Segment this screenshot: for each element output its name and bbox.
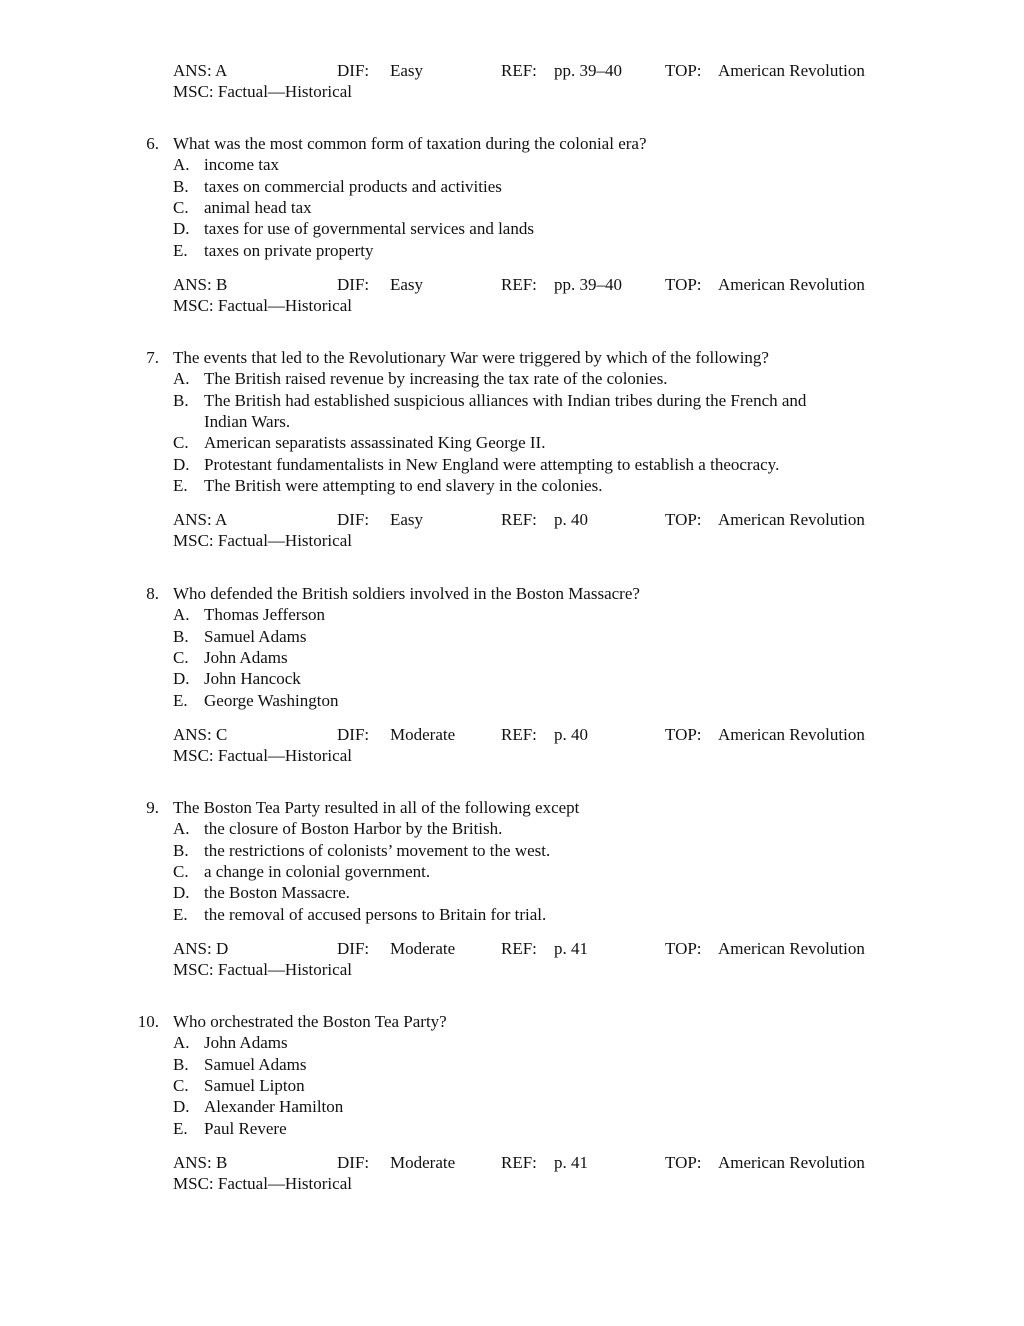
option-letter: A. (173, 605, 190, 625)
question-stem: What was the most common form of taxation during the colonial era? (173, 134, 647, 153)
option-text: The British were attempting to end slavery in the colonies. (204, 475, 603, 495)
difficulty-label: DIF: (337, 510, 370, 530)
topic-label: TOP: (665, 510, 702, 530)
option-letter: D. (173, 669, 190, 689)
topic-value: American Revolution (718, 1152, 865, 1172)
option-text: Paul Revere (204, 1118, 287, 1138)
difficulty-value: Easy (390, 510, 424, 530)
option-text: Alexander Hamilton (204, 1097, 344, 1117)
reference-value: p. 40 (554, 724, 588, 744)
option-text: taxes on private property (204, 240, 374, 260)
option-letter: D. (173, 883, 190, 903)
option-letter: E. (173, 240, 188, 260)
option-letter: A. (173, 369, 190, 389)
reference-value: p. 41 (554, 1152, 588, 1172)
question-stem: The Boston Tea Party resulted in all of the following except (173, 798, 580, 817)
option-text: John Adams (204, 647, 288, 667)
answer-key: ANS: A (173, 61, 228, 80)
option-letter: A. (173, 155, 190, 175)
option-letter: E. (173, 904, 188, 924)
reference-value: p. 40 (554, 510, 588, 530)
topic-label: TOP: (665, 724, 702, 744)
option-letter: D. (173, 454, 190, 474)
option-letter: B. (173, 840, 189, 860)
misc-classification: MSC: Factual—Historical (173, 296, 352, 316)
topic-label: TOP: (665, 274, 702, 294)
misc-classification: MSC: Factual—Historical (173, 531, 352, 551)
option-letter: C. (173, 433, 189, 453)
option-text: the Boston Massacre. (204, 883, 350, 903)
option-text: taxes for use of governmental services and lands (204, 219, 534, 239)
difficulty-label: DIF: (337, 1152, 370, 1172)
question-stem: Who orchestrated the Boston Tea Party? (173, 1012, 447, 1031)
option-letter: A. (173, 1033, 190, 1053)
difficulty-label: DIF: (337, 274, 370, 294)
reference-label: REF: (501, 938, 537, 958)
topic-label: TOP: (665, 938, 702, 958)
answer-key: ANS: C (173, 724, 228, 744)
option-letter: B. (173, 176, 189, 196)
topic-value: American Revolution (718, 274, 865, 294)
answer-key: ANS: B (173, 274, 228, 294)
reference-label: REF: (501, 61, 537, 80)
option-letter: E. (173, 690, 188, 710)
reference-value: p. 41 (554, 938, 588, 958)
option-letter: C. (173, 861, 189, 881)
difficulty-value: Moderate (390, 724, 456, 744)
option-letter: C. (173, 197, 189, 217)
reference-label: REF: (501, 724, 537, 744)
option-letter: C. (173, 647, 189, 667)
misc-classification: MSC: Factual—Historical (173, 746, 352, 766)
reference-label: REF: (501, 274, 537, 294)
difficulty-value: Easy (390, 61, 424, 80)
option-letter: D. (173, 1097, 190, 1117)
option-text: John Adams (204, 1033, 288, 1053)
option-text: Samuel Adams (204, 626, 307, 646)
option-text: animal head tax (204, 197, 312, 217)
topic-value: American Revolution (718, 938, 865, 958)
question-number: 7. (146, 348, 159, 367)
question-stem: The events that led to the Revolutionary War were triggered by which of the following? (173, 348, 769, 367)
answer-key: ANS: A (173, 510, 228, 530)
option-text: Thomas Jefferson (204, 605, 326, 625)
option-text: the restrictions of colonists’ movement to the west. (204, 840, 551, 860)
option-text: The British raised revenue by increasing the tax rate of the colonies. (204, 369, 668, 389)
question-number: 6. (146, 134, 159, 153)
option-text: The British had established suspicious alliances with Indian tribes during the French and (204, 390, 807, 410)
difficulty-label: DIF: (337, 61, 370, 80)
option-text: taxes on commercial products and activities (204, 176, 502, 196)
option-letter: B. (173, 1054, 189, 1074)
option-letter: C. (173, 1075, 189, 1095)
misc-classification: MSC: Factual—Historical (173, 1174, 352, 1194)
answer-key: ANS: D (173, 938, 229, 958)
option-text: the removal of accused persons to Britain for trial. (204, 904, 547, 924)
option-text: George Washington (204, 690, 339, 710)
option-text: Samuel Adams (204, 1054, 307, 1074)
question-number: 10. (137, 1012, 159, 1031)
difficulty-value: Moderate (390, 938, 456, 958)
question-number: 8. (146, 584, 159, 603)
topic-value: American Revolution (718, 724, 865, 744)
reference-value: pp. 39–40 (554, 61, 622, 80)
option-text: American separatists assassinated King George II. (204, 433, 546, 453)
option-text: John Hancock (204, 669, 301, 689)
option-letter: B. (173, 626, 189, 646)
topic-value: American Revolution (718, 61, 865, 80)
question-stem: Who defended the British soldiers involved in the Boston Massacre? (173, 584, 640, 603)
option-text: Protestant fundamentalists in New England were attempting to establish a theocracy. (204, 454, 780, 474)
option-letter: E. (173, 1118, 188, 1138)
question-number: 9. (146, 798, 159, 817)
reference-label: REF: (501, 1152, 537, 1172)
difficulty-label: DIF: (337, 938, 370, 958)
option-letter: E. (173, 475, 188, 495)
option-letter: B. (173, 390, 189, 410)
reference-label: REF: (501, 510, 537, 530)
option-text: the closure of Boston Harbor by the British. (204, 819, 503, 839)
option-letter: D. (173, 219, 190, 239)
reference-value: pp. 39–40 (554, 274, 622, 294)
option-text: income tax (204, 155, 280, 175)
difficulty-value: Easy (390, 274, 424, 294)
topic-label: TOP: (665, 1152, 702, 1172)
topic-label: TOP: (665, 61, 702, 80)
option-text-continuation: Indian Wars. (204, 411, 291, 431)
difficulty-value: Moderate (390, 1152, 456, 1172)
option-text: Samuel Lipton (204, 1075, 305, 1095)
topic-value: American Revolution (718, 510, 865, 530)
option-letter: A. (173, 819, 190, 839)
misc-classification: MSC: Factual—Historical (173, 960, 352, 980)
misc-classification: MSC: Factual—Historical (173, 82, 352, 102)
option-text: a change in colonial government. (204, 861, 431, 881)
difficulty-label: DIF: (337, 724, 370, 744)
answer-key: ANS: B (173, 1152, 228, 1172)
